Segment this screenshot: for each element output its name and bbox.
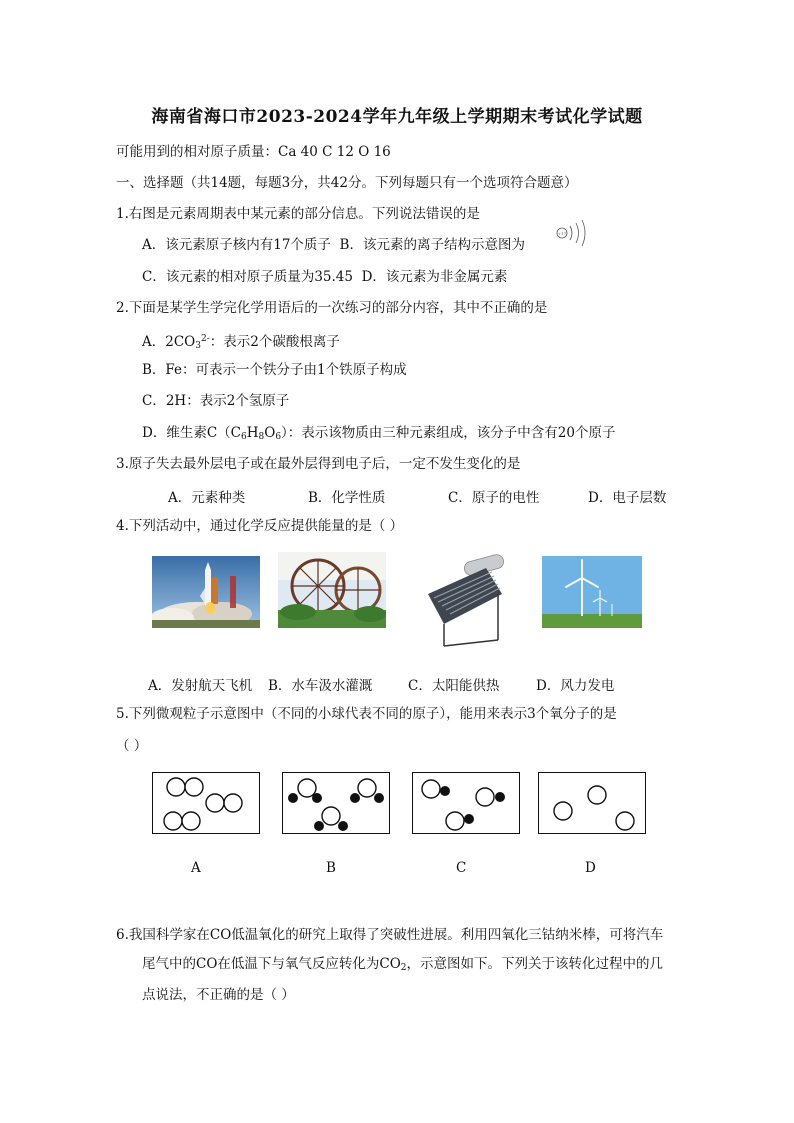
water-wheel-photo xyxy=(278,552,386,628)
q4-option-b: B．水车汲水灌溉 xyxy=(268,678,373,694)
q3-option-c: C．原子的电性 xyxy=(448,490,540,506)
q5-stem: 5.下列微观粒子示意图中（不同的小球代表不同的原子），能用来表示3个氧分子的是 xyxy=(116,706,617,722)
q6-line-2 xyxy=(142,955,663,977)
wind-turbine-photo xyxy=(542,556,642,628)
q4-option-d: D．风力发电 xyxy=(536,678,615,694)
q1-option-c-text: C．该元素的相对原子质量为35.45 xyxy=(142,269,353,285)
q4-stem: 4.下列活动中，通过化学反应提供能量的是（ ） xyxy=(116,518,404,534)
q6-line-2-post: ，示意图如下。下列关于该转化过程中的几 xyxy=(406,956,664,972)
q2-a-post: ：表示2个碳酸根离子 xyxy=(209,334,340,350)
box-label-d: D xyxy=(585,860,596,876)
section-heading: 一、选择题（共14题，每题3分，共42分。下列每题只有一个选项符合题意） xyxy=(116,175,578,191)
svg-text:+17: +17 xyxy=(557,231,567,236)
box-label-c: C xyxy=(456,860,467,876)
q4-option-c: C．太阳能供热 xyxy=(408,678,500,694)
ion-structure-diagram xyxy=(554,218,594,248)
molecule-box-c xyxy=(412,772,520,834)
q1-option-a-text: A．该元素原子核内有17个质子 xyxy=(142,237,331,253)
q2-d-post: ）：表示该物质由三种元素组成，该分子中含有20个原子 xyxy=(281,425,616,441)
q3-stem: 3.原子失去最外层电子或在最外层得到电子后，一定不发生变化的是 xyxy=(116,456,521,472)
q2-d-pre: D．维生素C（C xyxy=(142,425,241,441)
molecule-box-b xyxy=(282,772,390,834)
space-shuttle-photo xyxy=(152,556,260,628)
q2-stem: 2.下面是某学生学完化学用语后的一次练习的部分内容，其中不正确的是 xyxy=(116,300,548,316)
q1-option-a xyxy=(142,236,525,254)
q2-a-pre: A．2CO xyxy=(142,334,196,350)
q2-d-m2: O xyxy=(264,425,276,441)
q6-line-2-sub: 2 xyxy=(400,963,407,973)
q6-line-2-pre: 尾气中的CO在低温下与氧气反应转化为CO xyxy=(142,956,401,972)
molecule-box-a xyxy=(152,772,260,834)
q1-option-d-text: D．该元素为非金属元素 xyxy=(361,269,508,285)
q4-option-a: A．发射航天飞机 xyxy=(148,678,253,694)
q1-stem: 1.右图是元素周期表中某元素的部分信息。下列说法错误的是 xyxy=(116,206,480,222)
q3-option-b: B．化学性质 xyxy=(308,490,386,506)
q2-d-s1: 6 xyxy=(240,432,247,442)
box-label-a: A xyxy=(191,860,201,876)
q3-option-d: D．电子层数 xyxy=(588,490,667,506)
q2-d-s3: 6 xyxy=(275,432,282,442)
q1-option-b-text: B．该元素的离子结构示意图为 xyxy=(339,237,525,253)
atomic-masses: 可能用到的相对原子质量：Ca 40 C 12 O 16 xyxy=(116,144,391,160)
q1-option-c xyxy=(142,268,507,286)
q6-line-3: 点说法，不正确的是（ ） xyxy=(142,987,295,1003)
solar-heater-photo xyxy=(414,554,506,648)
q2-a-sub: 3 xyxy=(195,341,201,351)
q2-d-s2: 8 xyxy=(258,432,265,442)
q2-option-d xyxy=(142,424,615,446)
q2-d-m1: H xyxy=(246,425,259,441)
q3-option-a: A．元素种类 xyxy=(168,490,246,506)
molecule-box-d xyxy=(538,772,646,834)
box-label-b: B xyxy=(326,860,336,876)
q6-line-1: 6.我国科学家在CO低温氧化的研究上取得了突破性进展。利用四氧化三钴纳米棒，可将汽车 xyxy=(116,927,664,943)
q5-paren: （ ） xyxy=(116,738,148,754)
q2-option-a xyxy=(142,330,340,355)
page-title: 海南省海口市2023-2024学年九年级上学期期末考试化学试题 xyxy=(151,107,643,127)
q2-option-b: B．Fe：可表示一个铁分子由1个铁原子构成 xyxy=(142,362,407,378)
q2-option-c: C．2H：表示2个氢原子 xyxy=(142,393,290,409)
q2-a-sup: 2- xyxy=(200,334,210,344)
